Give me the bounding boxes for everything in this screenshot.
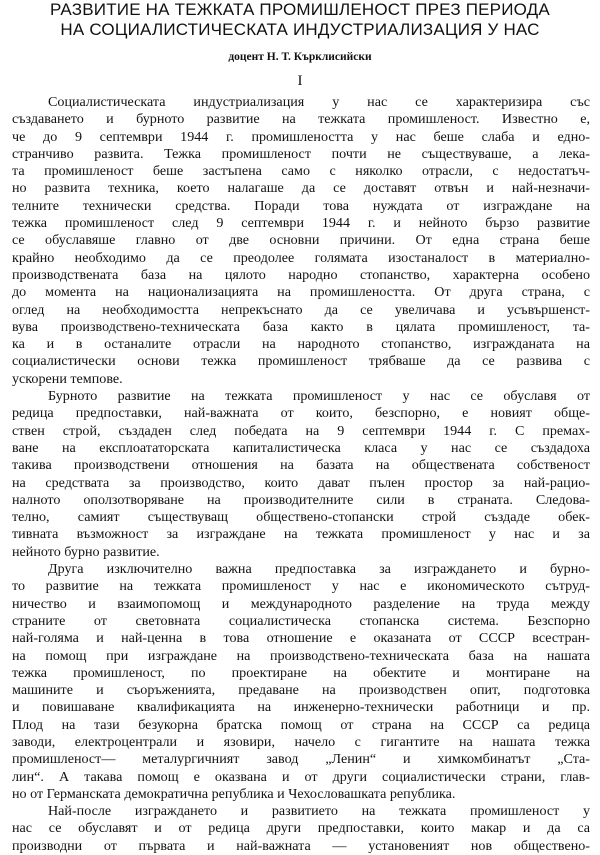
title-line-2: НА СОЦИАЛИСТИЧЕСКАТА ИНДУСТРИАЛИЗАЦИЯ У НАС [60,20,540,39]
article-body [12,94,590,855]
text-line: на помощ при изграждане на производствено-техническата база на нашата [12,647,590,664]
text-line: Социалистическата индустриализация у нас се характеризира със [48,94,590,110]
text-line: производни от първата и най-важната — установеният нов обществено- [12,837,590,854]
paragraph [12,561,590,803]
text-line: нас се обуславят и от редица други предпоставки, които макар и да са [12,820,590,837]
text-line: вува производствено-техническата база както в цялата промишленост, та- [12,318,590,335]
text-line: но развита техника, което налагаше да се доставят отвън и най-незначи- [12,180,590,197]
author-byline: доцент Н. Т. Кърклисийски [228,51,372,63]
text-line: тежка промишленост, по проектиране на обектите и монтиране на [12,664,590,681]
text-line: то развитие на тежката промишленост у нас е икономическото сътруд- [12,578,590,595]
text-line: странчиво развита. Тежка промишленост почти не съществуваше, а лека- [12,145,590,162]
text-line: ускорени темпове. [12,370,123,387]
text-line: та промишленост беше застъпена само с няколко отрасли, с недостатъч- [12,163,590,180]
text-line: и повишаване квалификацията на инженерно-технически работници и пр. [12,699,590,716]
text-line: нейното бурно развитие. [12,543,160,560]
text-line: телно, самият съществуващ обществено-стопански строй създаде обек- [12,509,590,526]
text-line: страните от световната социалистическа стопанска система. Безспорно [12,612,590,629]
text-line: такива производствени отношения на базата на обществената собственост [12,457,590,474]
text-line: крайно необходимо да се преодолее голямата изостаналост в материално- [12,249,590,266]
text-line: Друга изключително важна предпоставка за изграждането и бурно- [48,561,590,578]
text-line: редица предпоставки, най-важната от които, безспорно, е новият обще- [12,405,590,422]
text-line: се обуславяше главно от две основни причини. От една страна беше [12,232,590,249]
article-title [10,0,590,40]
text-line: ствен строй, създаден след победата на 9 септември 1944 г. С премах- [12,422,590,439]
paragraph [12,94,590,388]
text-line: телните технически средства. Поради това нуждата от изграждане на [12,197,590,214]
text-line: тивната възможност за изграждане на тежката промишленост у нас и за [12,526,590,543]
text-line: ване на експлоататорската капиталистическа класа у нас се създадоха [12,439,590,456]
text-line: лин“. А такава помощ е оказвана и от други социалистически страни, глав- [12,768,590,785]
text-line: оглед на необходимостта непрекъснато да се увеличава и усъвършенст- [12,301,590,318]
text-line: най-голяма и най-ценна в това отношение е оказаната от СССР всестран- [12,630,590,647]
text-line: тежка промишленост след 9 септември 1944 г. и нейното бързо развитие [12,215,590,232]
paragraph [12,803,590,855]
text-line: Бурното развитие на тежката промишленост у нас се обуславя от [48,388,590,405]
text-line: социалистически основи тежка промишленост трябваше да се развива с [12,353,590,370]
text-line: машините и съоръженията, предаване на производствен опит, подготовка [12,682,590,699]
section-number: I [297,73,303,89]
paragraph [12,388,590,561]
text-line: ничество и взаимопомощ и международното разделение на труда между [12,595,590,612]
text-line: Най-после изграждането и развитието на тежката промишленост у [48,803,590,820]
title-line-1: РАЗВИТИЕ НА ТЕЖКАТА ПРОМИШЛЕНОСТ ПРЕЗ ПЕРИОДА [50,0,550,19]
text-line: налното оползотворяване на производителните сили в страната. Следова- [12,491,590,508]
text-line: Плод на тази безукорна братска помощ от страна на СССР са редица [12,716,590,733]
text-line: ка и в останалите отрасли на народното стопанство, изгражданата на [12,336,590,353]
text-line: че до 9 септември 1944 г. промишлеността у нас беше слаба и едно- [12,128,590,145]
text-line: заводи, електроцентрали и язовири, начело с гигантите на нашата тежка [12,733,590,750]
text-line: създаването и бурното развитие на тежката промишленост. Известно е, [12,111,590,128]
text-line: промишленост— металургичният завод „Ленин“ и химкомбинатът „Ста- [12,751,590,768]
text-line: до момента на национализацията на промишлеността. От друга страна, с [12,284,590,301]
text-line: производствената база на цялото народно стопанство, характерна особено [12,266,590,283]
text-line: но от Германската демократична република и Чехословашката република. [12,785,456,802]
text-line: на средствата за производство, които дават пълен простор за най-рацио- [12,474,590,491]
